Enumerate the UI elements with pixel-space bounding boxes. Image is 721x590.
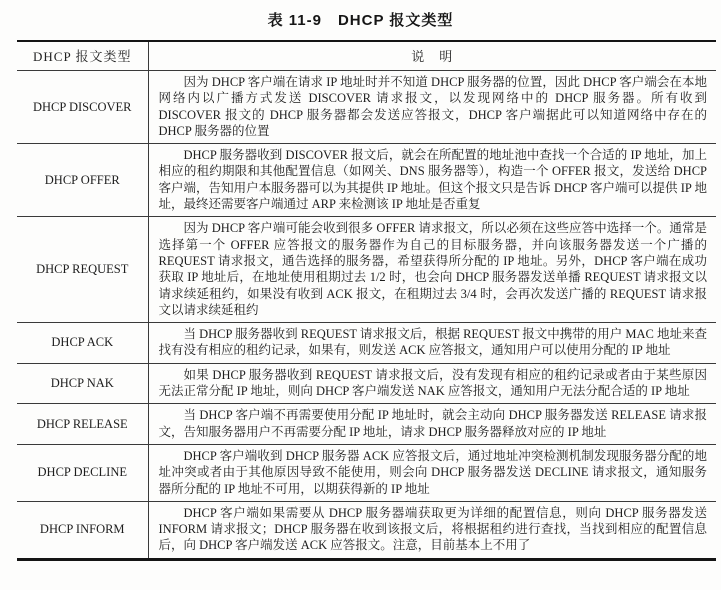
table-row-nak — [17, 363, 716, 404]
message-description: 因为 DHCP 客户端可能会收到很多 OFFER 请求报文，所以必须在这些应答中选择一个。通常是选择第一个 OFFER 应答报文的服务器作为自己的目标服务器，并向该服务器发送一个广播的 REQUEST 请求报文，通告选择的服务器，希望获得所分配的 IP 地址。另外，DHCP 客户端在成功获取 IP 地址后，在地址使用租期过去 1/2 时，也会向 DHCP 服务器发送单播 REQUEST 请求报文以请求续延租约，如果没有收到 ACK 报文，在租期过去 3/4 时，会再次发送广播的 REQUEST 请求报文以请求续延租约 — [148, 217, 716, 323]
message-description: 如果 DHCP 服务器收到 REQUEST 请求报文后，没有发现有相应的租约记录或者由于某些原因无法正常分配 IP 地址，则向 DHCP 客户端发送 NAK 应答报文，通知用户无法分配合适的 IP 地址 — [148, 363, 716, 404]
message-description: 因为 DHCP 客户端在请求 IP 地址时并不知道 DHCP 服务器的位置，因此 DHCP 客户端会在本地网络内以广播方式发送 DISCOVER 请求报文，以发现网络中的 DHCP 服务器。所有收到 DISCOVER 报文的 DHCP 服务器都会发送应答报文，DHCP 客户端据此可以知道网络中存在的 DHCP 服务器的位置 — [148, 71, 716, 144]
column-header-description: 说 明 — [148, 41, 716, 71]
message-type-label: DHCP INFORM — [17, 501, 148, 559]
message-type-label: DHCP REQUEST — [17, 217, 148, 323]
table-row-offer — [17, 144, 716, 217]
message-description: DHCP 服务器收到 DISCOVER 报文后，就会在所配置的地址池中查找一个合适的 IP 地址，加上相应的租约期限和其他配置信息（如网关、DNS 服务器等），构造一个 OFFER 报文，发送给 DHCP 客户端，告知用户本服务器可以为其提供 IP 地址。但这个报文只是告诉 DHCP 客户端可以提供 IP 地址，最终还需要客户端通过 ARP 来检测该 IP 地址是否重复 — [148, 144, 716, 217]
table-row-inform — [17, 501, 716, 559]
message-type-label: DHCP ACK — [17, 323, 148, 364]
message-description: 当 DHCP 服务器收到 REQUEST 请求报文后，根据 REQUEST 报文中携带的用户 MAC 地址来查找有没有相应的租约记录，如果有，则发送 ACK 应答报文，通知用户可以使用分配的 IP 地址 — [148, 323, 716, 364]
message-description: 当 DHCP 客户端不再需要使用分配 IP 地址时，就会主动向 DHCP 服务器发送 RELEASE 请求报文，告知服务器用户不再需要分配 IP 地址，请求 DHCP 服务器释放对应的 IP 地址 — [148, 404, 716, 445]
column-header-message-type: DHCP 报文类型 — [17, 41, 148, 71]
table-row-discover — [17, 71, 716, 144]
message-type-label: DHCP RELEASE — [17, 404, 148, 445]
table-caption: 表 11-9 DHCP 报文类型 — [267, 12, 454, 29]
table-header-row — [17, 41, 716, 71]
table-row-decline — [17, 444, 716, 501]
table-row-request — [17, 217, 716, 323]
table-row-release — [17, 404, 716, 445]
message-type-label: DHCP DECLINE — [17, 444, 148, 501]
message-type-label: DHCP OFFER — [17, 144, 148, 217]
message-description: DHCP 客户端如果需要从 DHCP 服务器端获取更为详细的配置信息，则向 DHCP 服务器发送 INFORM 请求报文；DHCP 服务器在收到该报文后，将根据租约进行查找，当找到相应的配置信息后，向 DHCP 客户端发送 ACK 应答报文。注意，目前基本上不用了 — [148, 501, 716, 559]
table-row-ack — [17, 323, 716, 364]
message-description: DHCP 客户端收到 DHCP 服务器 ACK 应答报文后，通过地址冲突检测机制发现服务器分配的地址冲突或者由于其他原因导致不能使用，则会向 DHCP 服务器发送 DECLINE 请求报文，通知服务器所分配的 IP 地址不可用，以期获得新的 IP 地址 — [148, 444, 716, 501]
dhcp-message-types-table — [17, 40, 716, 561]
message-type-label: DHCP DISCOVER — [17, 71, 148, 144]
message-type-label: DHCP NAK — [17, 363, 148, 404]
